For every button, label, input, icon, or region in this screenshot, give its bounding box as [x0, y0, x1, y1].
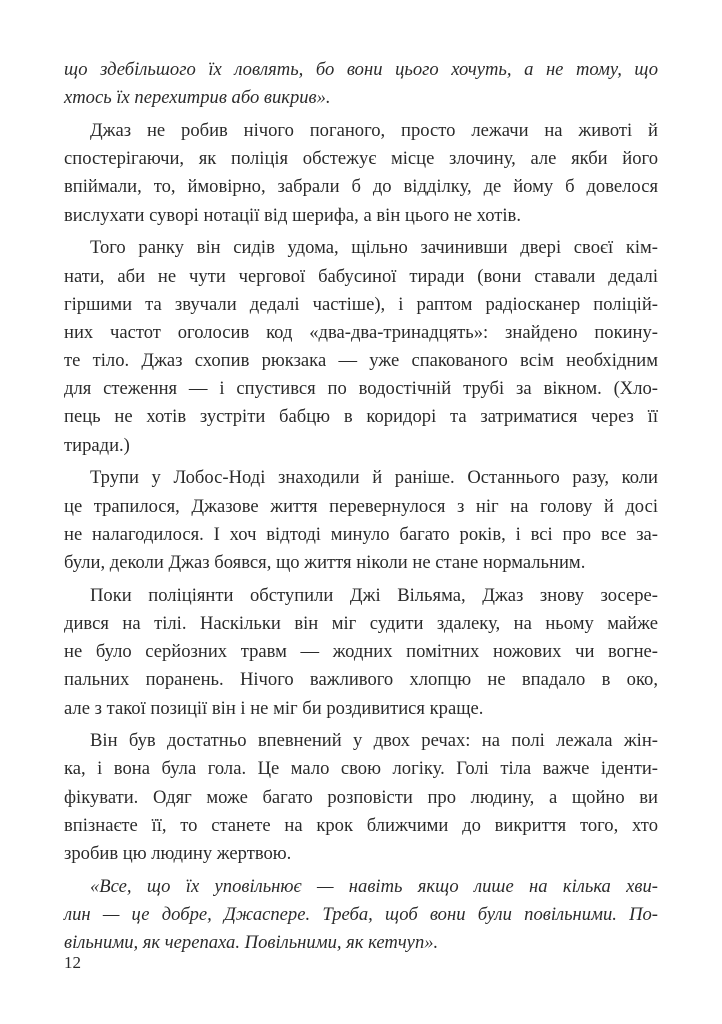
paragraph: [64, 582, 658, 723]
text-line: не було серйозних травм — жодних помітних ножових чи вогне-: [64, 641, 658, 663]
text-line: «Все, що їх уповільнює — навіть якщо лише на кілька хви-: [90, 875, 658, 897]
page-body: [64, 56, 658, 957]
text-line: Трупи у Лобос-Ноді знаходили й раніше. Останнього разу, коли: [90, 467, 658, 489]
paragraph: [64, 727, 658, 868]
text-line: гіршими та звучали дедалі частіше), і раптом радіосканер поліцій-: [64, 293, 658, 315]
text-line: Джаз не робив нічого поганого, просто лежачи на животі й: [90, 119, 658, 141]
text-line: Поки поліціянти обступили Джі Вільяма, Джаз знову зосере-: [90, 584, 658, 606]
text-line: не налагодилося. І хоч відтоді минуло багато років, і всі про все за-: [64, 523, 658, 545]
page-number: 12: [64, 953, 81, 972]
text-line: них частот оголосив код «два-два-тринадцять»: знайдено покину-: [64, 321, 658, 343]
text-line: спостерігаючи, як поліція обстежує місце злочину, але якби його: [64, 148, 658, 170]
text-line: ка, і вона була гола. Це мало свою логіку. Голі тіла важче іденти-: [64, 758, 658, 780]
text-line: Він був достатньо впевнений у двох речах: на полі лежала жін-: [90, 730, 658, 752]
text-line: вільними, як черепаха. Повільними, як кетчуп».: [64, 932, 439, 954]
text-line: тиради.): [64, 434, 130, 456]
text-line: але з такої позиції він і не міг би роздивитися краще.: [64, 697, 484, 719]
paragraph: [64, 234, 658, 460]
text-line: те тіло. Джаз схопив рюкзака — уже спакованого всім необхідним: [64, 350, 658, 372]
text-line: пальних поранень. Нічого важливого хлопцю не впадало в око,: [64, 669, 658, 691]
text-line: лин — це добре, Джаспере. Треба, щоб вони були повільними. По-: [64, 904, 658, 925]
text-line: вислухати суворі нотації від шерифа, а він цього не хотів.: [64, 204, 521, 226]
paragraph: [64, 873, 658, 958]
text-line: дився на тілі. Наскільки він міг судити здалеку, на ньому майже: [64, 612, 658, 634]
text-line: для стеження — і спустився по водостічній трубі за вікном. (Хло-: [64, 378, 658, 400]
paragraph: [64, 464, 658, 577]
text-line: Того ранку він сидів удома, щільно зачинивши двері своєї кім-: [90, 237, 658, 259]
text-line: були, деколи Джаз боявся, що життя ніколи не стане нормальним.: [64, 551, 586, 573]
text-line: нати, аби не чути чергової бабусиної тиради (вони ставали дедалі: [64, 265, 658, 287]
text-line: це трапилося, Джазове життя перевернулося з ніг на голову й досі: [64, 495, 658, 517]
text-line: фікувати. Одяг може багато розповісти про людину, а щойно ви: [64, 786, 658, 808]
paragraph: [64, 117, 658, 230]
text-line: зробив цю людину жертвою.: [64, 843, 292, 865]
text-line: впізнаєте її, то станете на крок ближчими до викриття того, хто: [64, 814, 658, 836]
text-line: пець не хотів зустріти бабцю в коридорі та затриматися через її: [64, 406, 658, 428]
text-line: що здебільшого їх ловлять, бо вони цього хочуть, а не тому, що: [64, 59, 658, 80]
text-line: впіймали, то, ймовірно, забрали б до відділку, де йому б довелося: [64, 176, 658, 198]
paragraph: [64, 56, 658, 112]
text-line: хтось їх перехитрив або викрив».: [64, 87, 331, 109]
